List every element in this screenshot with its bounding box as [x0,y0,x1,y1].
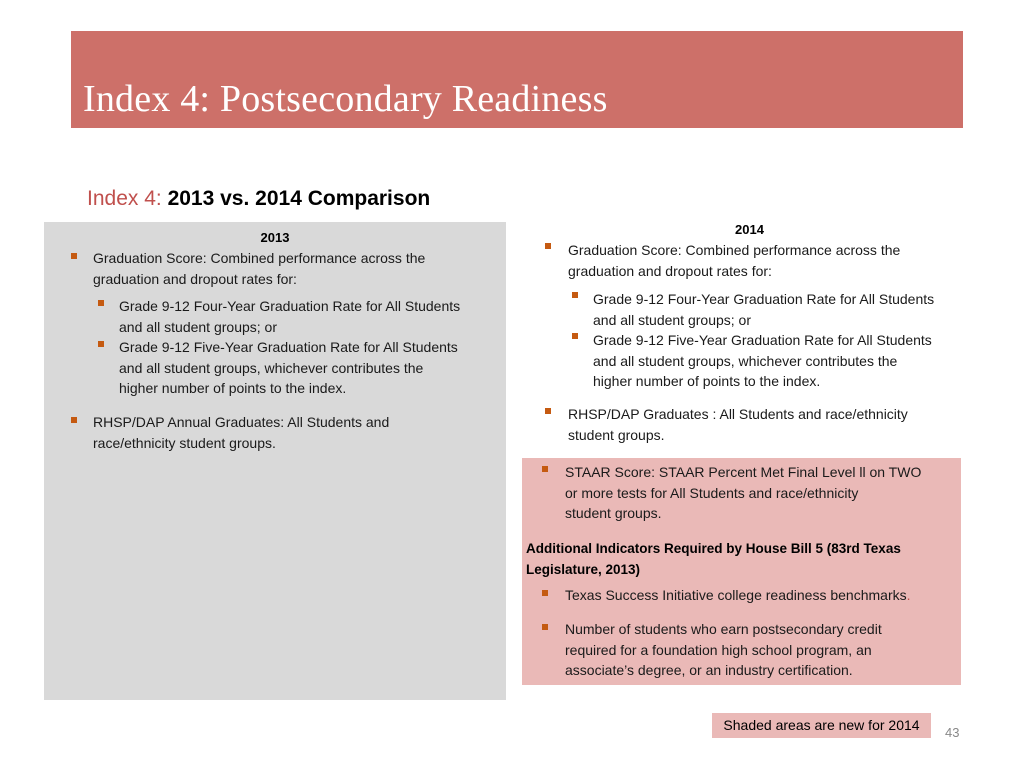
bullet-icon [71,253,77,259]
text-line: RHSP/DAP Graduates : All Students and race/ethnicity [568,406,908,422]
text-line: and all student groups; or [119,318,277,335]
text-line: Grade 9-12 Four-Year Graduation Rate for All Students [593,291,935,307]
bullet-icon [98,300,104,306]
bullet-icon [542,466,548,472]
text-line: required for a foundation high school program, an [565,641,872,658]
five-year-rate-2014 [593,330,932,392]
shaded-areas-note: Shaded areas are new for 2014 [712,713,931,738]
text-line: Graduation Score: Combined performance across the [93,250,426,266]
page-number: 43 [945,725,960,740]
text-line: higher number of points to the index. [593,373,821,389]
slide-title: Index 4: Postsecondary Readiness [83,78,608,120]
text-line: higher number of points to the index. [119,380,347,396]
text-line: Additional Indicators Required by House Bill 5 (83rd Texas [526,541,901,556]
bullet-icon [572,292,578,298]
text-line: student groups. [568,426,665,443]
text-line: or more tests for All Students and race/ethnicity [565,484,859,501]
graduation-score-2013 [93,248,425,289]
text-line: associate’s degree, or an industry certification. [565,662,853,678]
staar-score-2014 [565,462,921,524]
text-line: Graduation Score: Combined performance across the [568,242,901,258]
text-line: and all student groups, whichever contributes the [119,359,424,376]
bullet-icon [542,624,548,630]
rhsp-dap-2013 [93,412,389,453]
bullet-icon [542,590,548,596]
text-line: Number of students who earn postsecondary credit [565,621,882,637]
comparison-subtitle [87,187,430,211]
four-year-rate-2014 [593,289,934,330]
heading-2014: 2014 [735,222,764,237]
text-line: Grade 9-12 Five-Year Graduation Rate for All Students [593,332,932,348]
five-year-rate-2013 [119,337,458,399]
text-line: graduation and dropout rates for: [568,262,772,279]
heading-2013: 2013 [260,230,290,245]
text-line: graduation and dropout rates for: [93,270,297,287]
text-line: and all student groups, whichever contributes the [593,352,898,369]
tsi-benchmarks [565,585,911,606]
text-line: Grade 9-12 Five-Year Graduation Rate for All Students [119,339,458,355]
text-line: Legislature, 2013) [526,561,641,577]
text-line: RHSP/DAP Annual Graduates: All Students and [93,414,390,430]
bullet-icon [545,243,551,249]
bullet-icon [545,408,551,414]
subtitle-rest: 2013 vs. 2014 Comparison [167,187,431,210]
bullet-icon [572,333,578,339]
text-line: Grade 9-12 Four-Year Graduation Rate for All Students [119,298,461,314]
bullet-icon [98,341,104,347]
graduation-score-2014 [568,240,900,281]
panel-2013 [44,222,506,700]
four-year-rate-2013 [119,296,460,337]
postsecondary-credit [565,619,882,681]
text-line: STAAR Score: STAAR Percent Met Final Level ll on TWO [565,464,922,480]
tsi-text: Texas Success Initiative college readiness benchmarks [565,587,907,603]
title-bar [71,31,963,128]
text-line [565,585,911,606]
additional-indicators-heading [526,539,946,580]
text-line: and all student groups; or [593,311,751,328]
text-line: race/ethnicity student groups. [93,434,276,451]
rhsp-dap-2014 [568,404,908,445]
bullet-icon [71,417,77,423]
text-line: student groups. [565,505,662,521]
subtitle-accent: Index 4: [87,187,162,210]
tsi-period: . [906,587,911,603]
